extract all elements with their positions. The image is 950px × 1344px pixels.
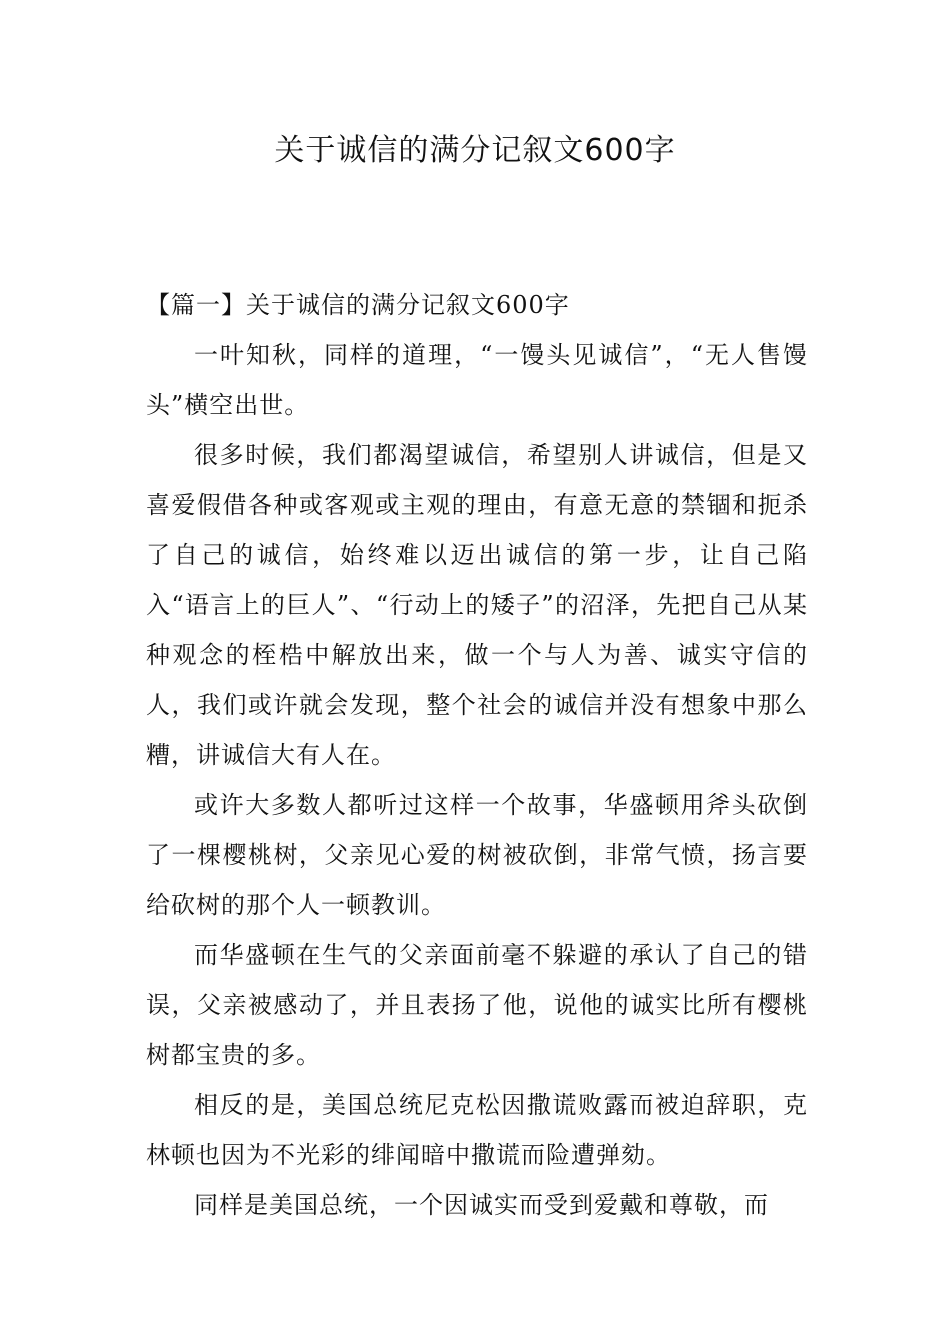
section-heading: 【篇一】关于诚信的满分记叙文600字 <box>146 291 570 319</box>
paragraph: 而华盛顿在生气的父亲面前毫不躲避的承认了自己的错误，父亲被感动了，并且表扬了他，说他的诚实比所有樱桃树都宝贵的多。 <box>146 941 808 1069</box>
paragraph: 同样是美国总统，一个因诚实而受到爱戴和尊敬，而 <box>194 1191 769 1219</box>
paragraph: 一叶知秋，同样的道理，“一馒头见诚信”，“无人售馒头”横空出世。 <box>146 341 808 419</box>
paragraph: 很多时候，我们都渴望诚信，希望别人讲诚信，但是又喜爱假借各种或客观或主观的理由，有意无意的禁锢和扼杀了自己的诚信，始终难以迈出诚信的第一步，让自己陷入“语言上的巨人”、“行动上的矮子”的沼泽，先把自己从某种观念的桎梏中解放出来，做一个与人为善、诚实守信的人，我们或许就会发现，整个社会的诚信并没有想象中那么糟，讲诚信大有人在。 <box>146 441 808 769</box>
document-body <box>146 280 808 1230</box>
paragraph: 或许大多数人都听过这样一个故事，华盛顿用斧头砍倒了一棵樱桃树，父亲见心爱的树被砍倒，非常气愤，扬言要给砍树的那个人一顿教训。 <box>146 791 808 919</box>
paragraph: 相反的是，美国总统尼克松因撒谎败露而被迫辞职，克林顿也因为不光彩的绯闻暗中撒谎而险遭弹劾。 <box>146 1091 808 1169</box>
document-title: 关于诚信的满分记叙文600字 <box>274 133 676 168</box>
